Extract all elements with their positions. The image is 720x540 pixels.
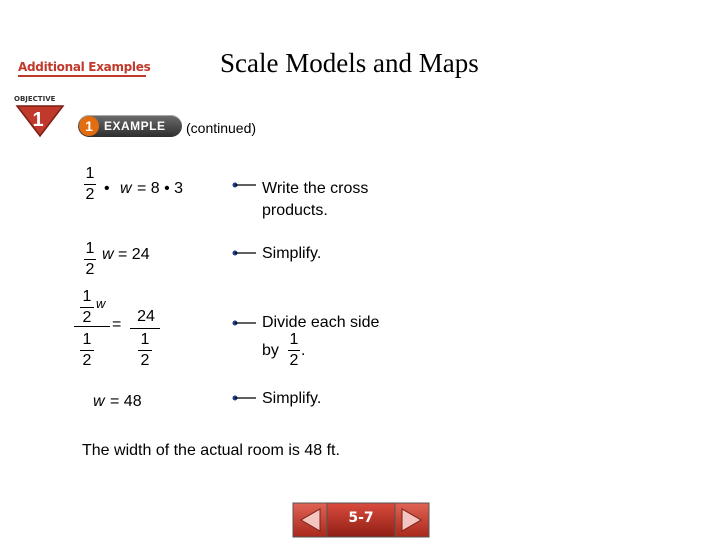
- section-label-underline: [18, 75, 146, 77]
- fraction-bar: [84, 259, 96, 260]
- section-label: Additional Examples: [18, 60, 150, 74]
- objective-label: OBJECTIVE: [14, 95, 56, 103]
- lesson-label: 5-7: [348, 510, 374, 526]
- equation-rhs: = 24: [118, 246, 150, 263]
- inner-fraction: 1 2: [138, 331, 152, 370]
- inner-fraction: 1 2: [80, 288, 94, 327]
- objective-number: 1: [32, 109, 44, 131]
- variable-w: w: [93, 393, 105, 410]
- conclusion-text: The width of the actual room is 48 ft.: [82, 442, 340, 459]
- equation-rhs: = 8 • 3: [137, 180, 184, 197]
- note-period: .: [301, 342, 306, 359]
- fraction-bar: [288, 350, 300, 351]
- fraction: 1 2: [85, 165, 95, 203]
- fraction-bar: [138, 350, 152, 351]
- inner-fraction: 1 2: [80, 331, 94, 370]
- prev-button[interactable]: [293, 503, 327, 537]
- pointer-bullet-icon: [232, 318, 256, 328]
- main-fraction-bar: [130, 328, 160, 329]
- variable-w: w: [120, 180, 132, 197]
- fraction: 1 2: [85, 240, 95, 278]
- continued-label: (continued): [186, 120, 257, 136]
- step-note: Simplify.: [262, 245, 322, 262]
- step-note: Write the cross products.: [262, 180, 369, 219]
- lesson-nav: [292, 502, 430, 538]
- page-title: Scale Models and Maps: [220, 48, 479, 78]
- equals-sign: =: [112, 316, 122, 333]
- equation-rhs: = 48: [110, 393, 142, 410]
- variable-w: w: [96, 296, 106, 311]
- variable-w: w: [102, 246, 114, 263]
- objective-badge-icon: [15, 104, 65, 138]
- example-number: 1: [79, 116, 99, 136]
- step-note: Simplify.: [262, 390, 322, 407]
- pointer-bullet-icon: [232, 393, 256, 403]
- pointer-bullet-icon: [232, 248, 256, 258]
- right-numerator: 24: [137, 308, 155, 325]
- main-fraction-bar: [74, 326, 110, 327]
- fraction-bar: [80, 307, 94, 308]
- example-label: EXAMPLE: [104, 119, 166, 133]
- fraction-bar: [84, 184, 96, 185]
- pointer-bullet-icon: [232, 180, 256, 190]
- fraction-bar: [80, 350, 94, 351]
- lesson-button[interactable]: [327, 503, 395, 537]
- step-note: Divide each side: [262, 314, 380, 331]
- multiply-dot: •: [104, 180, 110, 197]
- step-note-by: by: [262, 342, 279, 359]
- note-fraction: 1 2: [289, 331, 299, 369]
- next-button[interactable]: [395, 503, 429, 537]
